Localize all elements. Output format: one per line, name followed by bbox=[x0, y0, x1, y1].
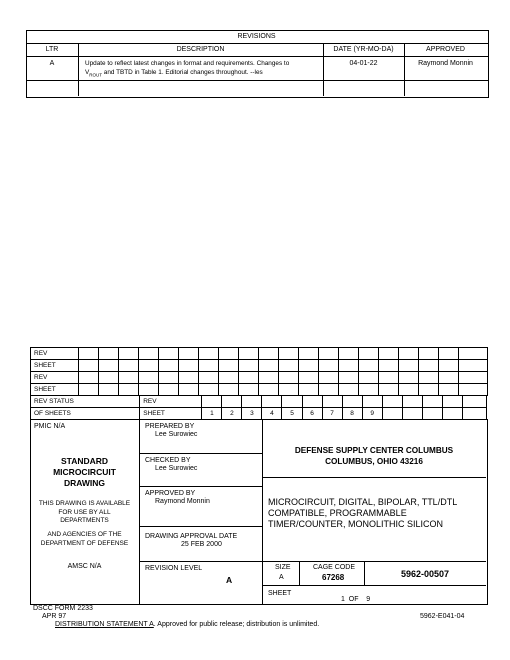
of-sheets-label: OF SHEETS bbox=[31, 408, 140, 420]
approved-by-name: Raymond Monnin bbox=[155, 498, 210, 505]
prepared-by-label: PREPARED BY bbox=[145, 423, 195, 430]
cage-code-label: CAGE CODE bbox=[313, 564, 356, 571]
drawing-number: 5962-00507 bbox=[400, 569, 450, 579]
pmic-label: PMIC N/A bbox=[34, 423, 66, 430]
of-sheets-row bbox=[31, 408, 487, 420]
sheet-number: 2 bbox=[222, 408, 242, 420]
sheet-number: 7 bbox=[322, 408, 342, 420]
rev-row-2 bbox=[31, 372, 488, 384]
size-value: A bbox=[279, 574, 284, 581]
revisions-title: REVISIONS bbox=[237, 33, 276, 40]
sheet-label: SHEET bbox=[31, 360, 79, 372]
revision-level: A bbox=[226, 575, 233, 585]
sheet-number: 5 bbox=[282, 408, 302, 420]
distribution-statement: DISTRIBUTION STATEMENT A. Approved for public release; distribution is unlimited. bbox=[55, 621, 320, 628]
approved-header: APPROVED bbox=[426, 46, 465, 53]
sheet-number: 3 bbox=[242, 408, 262, 420]
approval-date: 25 FEB 2000 bbox=[181, 541, 222, 548]
sheet-number: 4 bbox=[262, 408, 282, 420]
sheet-label: SHEET bbox=[31, 384, 79, 396]
approval-date-label: DRAWING APPROVAL DATE bbox=[145, 533, 238, 540]
ltr-header: LTR bbox=[45, 46, 59, 53]
rev-status-label: REV STATUS bbox=[31, 396, 140, 408]
standard-microcircuit-drawing: STANDARD MICROCIRCUIT DRAWING bbox=[53, 456, 116, 488]
rev-label: REV bbox=[31, 348, 79, 360]
sheet-label: SHEET bbox=[268, 590, 292, 597]
size-label: SIZE bbox=[275, 564, 291, 571]
rev-status-sheet-table bbox=[30, 395, 487, 420]
sheet-number: 8 bbox=[342, 408, 362, 420]
approved-by-label: APPROVED BY bbox=[145, 490, 196, 497]
date-header: DATE (YR-MO-DA) bbox=[333, 46, 394, 53]
sheet-number: 6 bbox=[302, 408, 322, 420]
rev-label: REV bbox=[31, 372, 79, 384]
sheet-number: 9 bbox=[362, 408, 382, 420]
rev-row-1 bbox=[31, 348, 488, 360]
form-date: APR 97 bbox=[42, 613, 67, 620]
checked-by-name: Lee Surowiec bbox=[155, 465, 198, 472]
document-code: 5962-E041-04 bbox=[420, 613, 465, 620]
agency-name: DEFENSE SUPPLY CENTER COLUMBUS COLUMBUS, OHIO 43216 bbox=[294, 446, 454, 466]
rev-status-row bbox=[31, 396, 487, 408]
rev-status-table bbox=[30, 347, 488, 396]
amsc-label: AMSC N/A bbox=[67, 563, 102, 570]
sheet-of-value: 1 OF 9 bbox=[341, 596, 371, 603]
rev-label: REV bbox=[140, 396, 202, 408]
sheet-row-2 bbox=[31, 384, 488, 396]
agencies-statement: AND AGENCIES OF THE DEPARTMENT OF DEFENSE bbox=[40, 531, 129, 547]
checked-by-label: CHECKED BY bbox=[145, 457, 191, 464]
sheet-row-1 bbox=[31, 360, 488, 372]
description-header: DESCRIPTION bbox=[176, 46, 225, 53]
drawing-title: MICROCIRCUIT, DIGITAL, BIPOLAR, TTL/DTL COMPATIBLE, PROGRAMMABLE TIMER/COUNTER, MONOLITHIC SILICON bbox=[268, 497, 458, 529]
revision-row-approved: Raymond Monnin bbox=[418, 60, 473, 67]
form-number: DSCC FORM 2233 bbox=[33, 605, 93, 612]
sheet-number: 1 bbox=[202, 408, 222, 420]
prepared-by-name: Lee Surowiec bbox=[155, 431, 198, 438]
revision-row-ltr: A bbox=[49, 60, 55, 67]
availability-statement: THIS DRAWING IS AVAILABLE FOR USE BY ALL DEPARTMENTS bbox=[38, 500, 131, 524]
cage-code-value: 67268 bbox=[322, 573, 345, 582]
sheet-label: SHEET bbox=[140, 408, 202, 420]
revision-row-date: 04-01-22 bbox=[349, 60, 378, 67]
revision-level-label: REVISION LEVEL bbox=[145, 565, 203, 572]
revision-row-description: Update to reflect latest changes in format and requirements. Changes to $V_{ROUT}$ and TBTD in Table 1. Editorial changes throughout. --les bbox=[85, 60, 290, 78]
